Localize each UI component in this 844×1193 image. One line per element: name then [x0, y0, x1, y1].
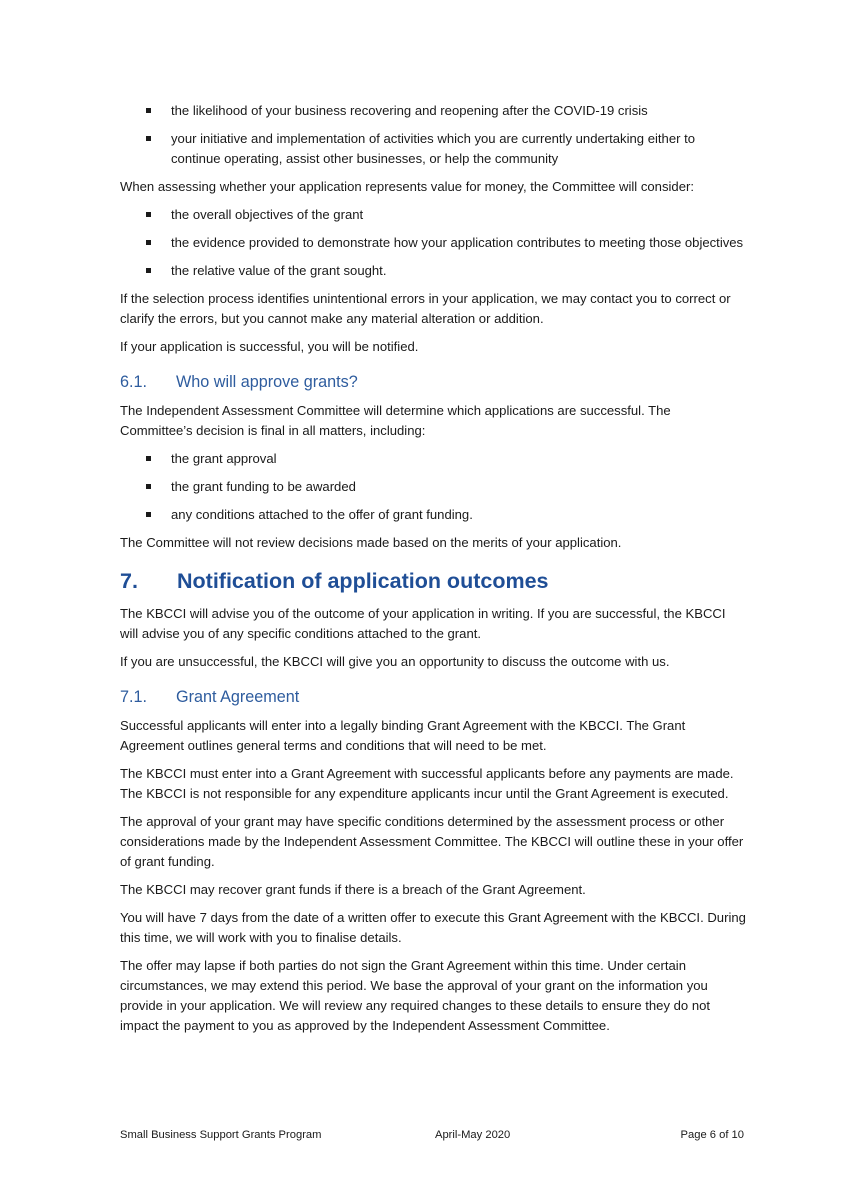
- list-item-text: the likelihood of your business recovering and reopening after the COVID-19 crisis: [171, 103, 648, 118]
- list-item-text: your initiative and implementation of activities which you are currently undertaking either to continue operating, assist other businesses, or help the community: [171, 131, 696, 166]
- list-item: [120, 477, 746, 497]
- heading-number: 7.1.: [120, 688, 148, 706]
- bullet-square-icon: [146, 240, 151, 245]
- list-item: [120, 233, 746, 253]
- footer-period: April-May 2020: [435, 1129, 511, 1141]
- bullet-square-icon: [146, 108, 151, 113]
- bullet-square-icon: [146, 268, 151, 273]
- heading-title: Who will approve grants?: [176, 373, 358, 391]
- value-for-money-list: [120, 205, 746, 281]
- agreement-paragraph: The KBCCI must enter into a Grant Agreement with successful applicants before any payments are made. The KBCCI is not responsible for any expenditure applicants incur until the Grant Agreement is executed.: [120, 766, 734, 801]
- list-item: [120, 261, 746, 281]
- approval-intro: The Independent Assessment Committee will determine which applications are successful. The Committee’s decision is final in all matters, including:: [120, 403, 671, 438]
- bullet-square-icon: [146, 456, 151, 461]
- approval-matters-list: [120, 449, 746, 525]
- list-item-text: the overall objectives of the grant: [171, 207, 364, 222]
- assessment-criteria-list: [120, 101, 746, 169]
- heading-grant-agreement: [120, 686, 746, 708]
- bullet-square-icon: [146, 136, 151, 141]
- list-item: [120, 205, 746, 225]
- heading-title: Notification of application outcomes: [177, 569, 549, 593]
- outcome-paragraph: The KBCCI will advise you of the outcome of your application in writing. If you are successful, the KBCCI will advise you of any specific conditions attached to the grant.: [120, 606, 726, 641]
- list-item: [120, 101, 746, 121]
- list-item-text: any conditions attached to the offer of grant funding.: [171, 507, 473, 522]
- footer-page-number: Page 6 of 10: [680, 1129, 744, 1141]
- list-item: [120, 129, 746, 169]
- list-item: [120, 449, 746, 469]
- bullet-square-icon: [146, 512, 151, 517]
- page-footer: [120, 1129, 744, 1145]
- agreement-paragraph: The approval of your grant may have specific conditions determined by the assessment process or other considerations made by the Independent Assessment Committee. The KBCCI will outline these in your offer of grant funding.: [120, 814, 744, 869]
- heading-title: Grant Agreement: [176, 688, 300, 706]
- bullet-square-icon: [146, 484, 151, 489]
- success-paragraph: If your application is successful, you will be notified.: [120, 339, 419, 354]
- errors-paragraph: If the selection process identifies unintentional errors in your application, we may contact you to correct or clarify the errors, but you cannot make any material alteration or addition.: [120, 291, 731, 326]
- agreement-paragraph: The KBCCI may recover grant funds if there is a breach of the Grant Agreement.: [120, 882, 586, 897]
- list-item-text: the evidence provided to demonstrate how your application contributes to meeting those objectives: [171, 235, 744, 250]
- heading-who-will-approve: [120, 371, 746, 393]
- list-item-text: the relative value of the grant sought.: [171, 263, 387, 278]
- list-item-text: the grant funding to be awarded: [171, 479, 356, 494]
- heading-number: 6.1.: [120, 373, 148, 391]
- agreement-paragraph: Successful applicants will enter into a legally binding Grant Agreement with the KBCCI. The Grant Agreement outlines general terms and conditions that will need to be met.: [120, 718, 686, 753]
- review-paragraph: The Committee will not review decisions made based on the merits of your application.: [120, 535, 622, 550]
- bullet-square-icon: [146, 212, 151, 217]
- heading-number: 7.: [120, 569, 138, 593]
- page-content: [120, 101, 746, 1044]
- list-item: [120, 505, 746, 525]
- list-item-text: the grant approval: [171, 451, 277, 466]
- unsuccessful-paragraph: If you are unsuccessful, the KBCCI will give you an opportunity to discuss the outcome with us.: [120, 654, 670, 669]
- heading-notification-outcomes: [120, 568, 746, 594]
- value-for-money-intro: When assessing whether your application represents value for money, the Committee will consider:: [120, 179, 694, 194]
- agreement-paragraph: You will have 7 days from the date of a written offer to execute this Grant Agreement with the KBCCI. During this time, we will work with you to finalise details.: [120, 910, 746, 945]
- footer-program-name: Small Business Support Grants Program: [120, 1129, 322, 1141]
- agreement-paragraph: The offer may lapse if both parties do not sign the Grant Agreement within this time. Under certain circumstances, we may extend this period. We base the approval of your grant on the information you provide in your application. We will review any required changes to these details to ensure they do not impact the payment to you as approved by the Independent Assessment Committee.: [120, 958, 711, 1033]
